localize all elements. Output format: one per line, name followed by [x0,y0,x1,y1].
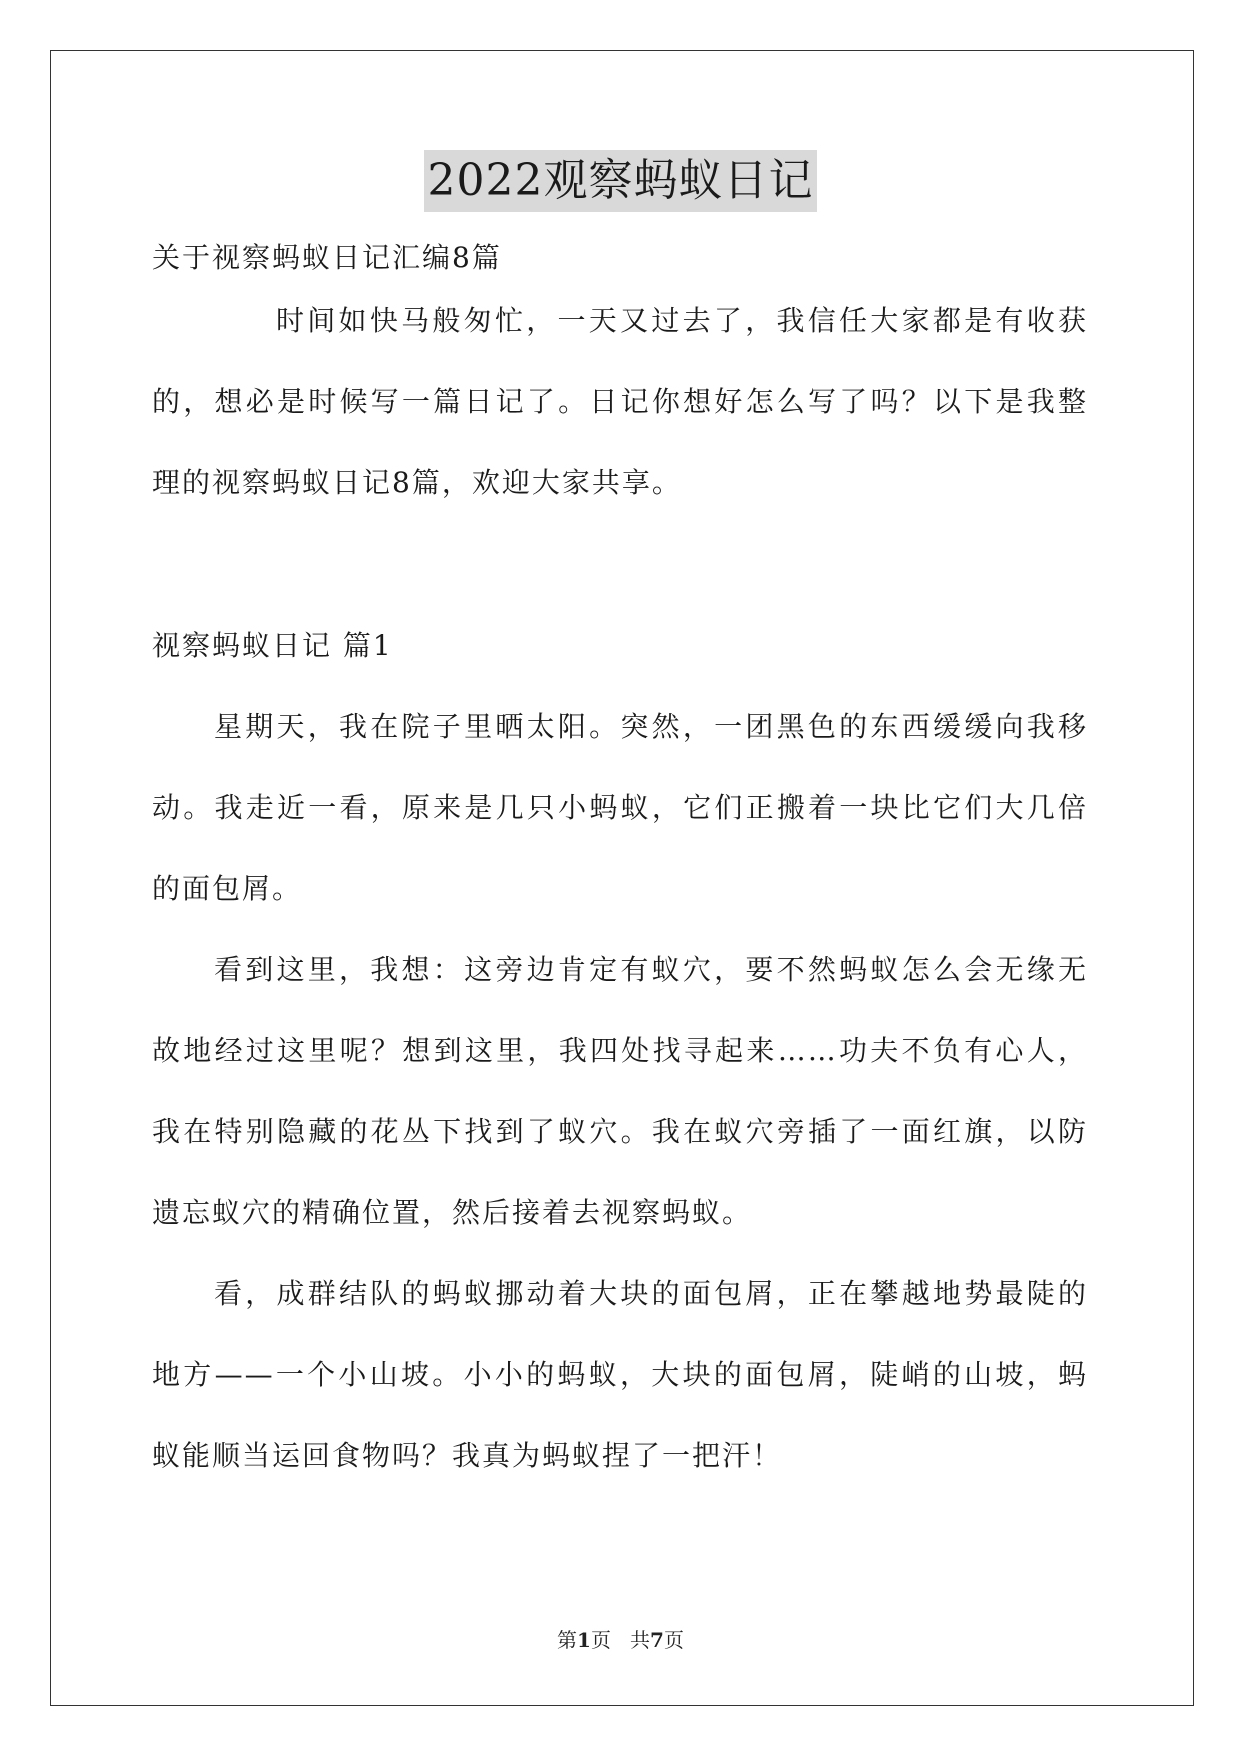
footer-middle: 页 共 [590,1628,651,1652]
paragraph-line: 动。我走近一看，原来是几只小蚂蚁，它们正搬着一块比它们大几倍 [152,791,1088,824]
paragraph-line: 的面包屑。 [152,872,303,905]
section-spacer [152,534,1088,616]
paragraph-line: 地方——一个小山坡。小小的蚂蚁，大块的面包屑，陡峭的山坡，蚂 [152,1358,1088,1391]
paragraph-line: 看到这里，我想：这旁边肯定有蚁穴，要不然蚂蚁怎么会无缘无 [214,953,1088,986]
intro-line: 的，想必是时候写一篇日记了。日记你想好怎么写了吗？以下是我整 [152,385,1088,418]
paragraph-line: 蚁能顺当运回食物吗？我真为蚂蚁捏了一把汗！ [152,1439,783,1472]
footer-suffix: 页 [663,1628,684,1652]
paragraph-line: 星期天，我在院子里晒太阳。突然，一团黑色的东西缓缓向我移 [214,710,1088,743]
paragraph-line: 看，成群结队的蚂蚁挪动着大块的面包屑，正在攀越地势最陡的 [214,1277,1088,1310]
paragraph-line: 我在特别隐藏的花丛下找到了蚁穴。我在蚁穴旁插了一面红旗，以防 [152,1115,1088,1148]
document-title: 2022观察蚂蚁日记 [424,150,818,212]
intro-line: 时间如快马般匆忙，一天又过去了，我信任大家都是有收获 [276,304,1088,337]
footer-current-page: 1 [577,1628,591,1652]
paragraph-line: 故地经过这里呢？想到这里，我四处找寻起来……功夫不负有心人， [152,1034,1088,1067]
section-heading: 视察蚂蚁日记 篇1 [152,629,393,662]
document-body [152,228,1088,1507]
footer-total-pages: 7 [650,1628,664,1652]
page-footer [0,1624,1241,1653]
intro-heading: 关于视察蚂蚁日记汇编8篇 [152,241,502,274]
intro-line: 理的视察蚂蚁日记8篇，欢迎大家共享。 [152,466,682,499]
title-container [0,150,1241,212]
paragraph-line: 遗忘蚁穴的精确位置，然后接着去视察蚂蚁。 [152,1196,753,1229]
footer-prefix: 第 [557,1628,578,1652]
